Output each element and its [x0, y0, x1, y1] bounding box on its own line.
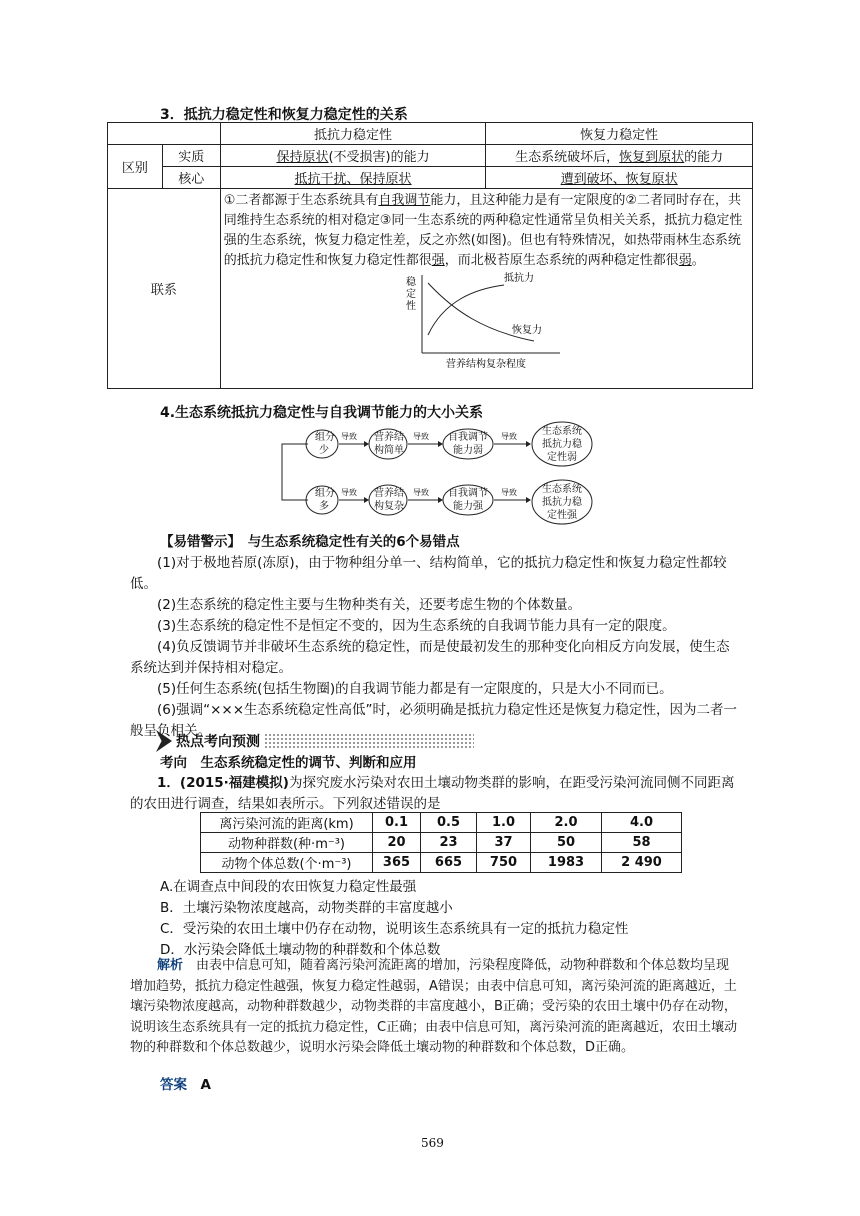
cell-text: (不受损害)的能力	[328, 150, 430, 165]
table-cell: 750	[477, 853, 531, 873]
warning-item-5: (5)任何生态系统(包括生物圈)的自我调节能力都是有一定限度的，只是大小不同而已。	[157, 681, 673, 697]
hot-topic-label: 热点考向预测	[176, 734, 260, 750]
warning-item-6: (6)强调“×××生态系统稳定性高低”时，必须明确是抵抗力稳定性还是恢复力稳定性，因为二者一般呈负相关。	[130, 702, 738, 739]
table-header: 1.0	[477, 813, 531, 833]
flow-text: 少	[319, 445, 329, 456]
flow-text: 抵抗力稳	[542, 497, 582, 508]
table-cell: 665	[421, 853, 477, 873]
underlined-term: 遭到破坏、恢复原状	[560, 172, 678, 187]
lianxi-paragraph	[224, 191, 749, 271]
table-header: 2.0	[531, 813, 602, 833]
lianxi-content	[220, 189, 752, 389]
option-a: A.在调查点中间段的农田恢复力稳定性最强	[160, 879, 417, 895]
underlined-term: 强	[431, 253, 445, 268]
underlined-term: 抵抗干扰、保持原状	[294, 172, 412, 187]
flow-text: 自我调节	[448, 488, 488, 499]
page-number: 569	[421, 1136, 444, 1150]
flow-text: 定性弱	[547, 452, 577, 463]
table-header: 0.1	[373, 813, 421, 833]
explanation	[130, 956, 742, 1059]
arrow-head-icon	[438, 497, 443, 503]
flow-text: 生态系统	[542, 426, 582, 437]
table-cell: 365	[373, 853, 421, 873]
lianxi-text-1: ①二者都源于生态系统具有	[223, 193, 379, 208]
cell-text: 生态系统破坏后，	[515, 150, 620, 165]
table-cell: 2 490	[602, 853, 682, 873]
arrow-head-icon	[438, 441, 443, 447]
header-resistance: 抵抗力稳定性	[220, 123, 486, 145]
relationship-table	[107, 122, 753, 389]
lianxi-text-4: 。	[691, 253, 705, 268]
resistance-curve	[428, 285, 504, 335]
flow-text: 营养结	[374, 432, 404, 443]
flow-text: 自我调节	[448, 432, 488, 443]
arrow-head-icon	[526, 497, 531, 503]
stability-graph	[404, 271, 564, 371]
warning-item-2: (2)生态系统的稳定性主要与生物种类有关，还要考虑生物的个体数量。	[157, 597, 582, 613]
flow-text: 能力弱	[453, 445, 483, 456]
lianxi-label: 联系	[108, 189, 221, 389]
dotted-divider	[264, 733, 474, 749]
stability-flow-diagram	[270, 420, 610, 528]
option-b: B．土壤污染物浓度越高，动物类群的丰富度越小	[160, 900, 453, 916]
flow-text: 构简单	[374, 445, 404, 456]
question-stem	[130, 773, 742, 815]
warning-item-4: (4)负反馈调节并非破坏生态系统的稳定性，而是使最初发生的那种变化向相反方向发展，使生态系统达到并保持相对稳定。	[130, 639, 730, 676]
table-row	[201, 833, 682, 853]
warning-title	[130, 532, 742, 553]
table-cell	[486, 167, 753, 189]
flow-arrow-label: 导致	[501, 432, 517, 441]
table-row	[108, 167, 753, 189]
table-header: 离污染河流的距离(km)	[201, 813, 373, 833]
table-row	[108, 189, 753, 389]
table-cell	[220, 145, 486, 167]
flow-arrow-label: 导致	[341, 488, 357, 497]
section-3-title: 3．抵抗力稳定性和恢复力稳定性的关系	[160, 107, 408, 123]
graph-ylabel-1: 稳	[405, 277, 416, 288]
flow-text: 能力强	[453, 501, 483, 512]
row-label: 核心	[162, 167, 220, 189]
table-cell: 动物个体总数(个·m⁻³)	[201, 853, 373, 873]
table-header: 4.0	[602, 813, 682, 833]
explanation-label: 解析	[157, 958, 184, 973]
option-d: D．水污染会降低土壤动物的种群数和个体总数	[160, 942, 441, 958]
cell-text: 的能力	[684, 150, 724, 165]
row-group-label: 区别	[108, 145, 163, 189]
lianxi-text-3: ，而北极苔原生态系统的两种稳定性都很	[444, 253, 679, 268]
table-row	[108, 123, 753, 145]
underlined-term: 保持原状	[276, 150, 329, 165]
graph-xlabel: 营养结构复杂程度	[445, 359, 526, 370]
warning-item-1: (1)对于极地苔原(冻原)，由于物种组分单一、结构简单，它的抵抗力稳定性和恢复力稳定性都较低。	[130, 555, 727, 592]
flow-arrow-label: 导致	[413, 488, 429, 497]
graph-ylabel-2: 定	[405, 289, 416, 300]
flow-branch-line	[282, 444, 308, 500]
table-cell	[486, 145, 753, 167]
flow-text: 构复杂	[374, 501, 404, 512]
answer-line	[160, 1073, 211, 1093]
flow-text: 多	[319, 501, 329, 512]
table-row	[201, 853, 682, 873]
table-cell: 58	[602, 833, 682, 853]
table-cell	[220, 167, 486, 189]
flow-arrow-label: 导致	[341, 432, 357, 441]
hot-topic-banner	[156, 730, 474, 752]
arrow-head-icon	[526, 441, 531, 447]
flow-text: 组分	[315, 432, 335, 443]
answer-label: 答案	[160, 1077, 187, 1093]
table-cell: 20	[373, 833, 421, 853]
table-header: 0.5	[421, 813, 477, 833]
explanation-text: 由表中信息可知，随着离污染河流距离的增加，污染程度降低，动物种群数和个体总数均呈现增加趋势，抵抗力稳定性越强，恢复力稳定性越弱，A错误；由表中信息可知，离污染河流的距离越近，土壤污染物浓度越高，动物种群数越少，动物类群的丰富度越小，B正确；受污染的农田土壤中仍存在动物，说明该生态系统具有一定的抵抗力稳定性，C正确；由表中信息可知，离污染河流的距离越近，农田土壤动物的种群数和个体总数越少，说明水污染会降低土壤动物的种群数和个体总数，D正确。	[130, 958, 738, 1055]
underlined-term: 自我调节	[378, 193, 431, 208]
table-cell: 37	[477, 833, 531, 853]
question-text: 为探究废水污染对农田土壤动物类群的影响，在距受污染河流同侧不同距离的农田进行调查，结果如表所示。下列叙述错误的是	[130, 775, 735, 812]
flow-text: 定性强	[547, 510, 577, 521]
flow-arrow-label: 导致	[413, 432, 429, 441]
question-number: 1．	[157, 775, 180, 791]
kaoxiang-title: 考向 生态系统稳定性的调节、判断和应用	[160, 755, 417, 771]
underlined-term: 恢复到原状	[619, 150, 685, 165]
warning-title-text: 与生态系统稳定性有关的6个易错点	[247, 534, 460, 550]
arrow-head-icon	[364, 497, 369, 503]
graph-ylabel-3: 性	[405, 301, 416, 312]
table-cell: 1983	[531, 853, 602, 873]
table-cell: 50	[531, 833, 602, 853]
section-4-title: 4.生态系统抵抗力稳定性与自我调节能力的大小关系	[160, 405, 484, 421]
arrow-head-icon	[364, 441, 369, 447]
header-resilience: 恢复力稳定性	[486, 123, 753, 145]
flow-text: 生态系统	[542, 484, 582, 495]
option-c: C．受污染的农田土壤中仍存在动物，说明该生态系统具有一定的抵抗力稳定性	[160, 921, 629, 937]
warning-bracket: 【易错警示】	[160, 534, 235, 550]
warning-item-3: (3)生态系统的稳定性不是恒定不变的，因为生态系统的自我调节能力具有一定的限度。	[157, 618, 676, 634]
flow-text: 抵抗力稳	[542, 439, 582, 450]
answer-value: A	[200, 1077, 211, 1093]
table-row	[201, 813, 682, 833]
row-label: 实质	[162, 145, 220, 167]
table-cell-empty	[108, 123, 221, 145]
lianxi-text-2: 能力，且这种能力是有一定限度的②二者同时存在，共同维持生态系统的相对稳定③同一生态系统的两种稳定性通常呈负相关关系，抵抗力稳定性强的生态系统，恢复力稳定性差，反之亦然(如图)。但也有特殊情况，如热带雨林生态系统的抵抗力稳定性和恢复力稳定性都很	[223, 193, 743, 268]
underlined-term: 弱	[678, 253, 692, 268]
flow-text: 营养结	[374, 488, 404, 499]
pollution-data-table	[200, 812, 682, 873]
table-row	[108, 145, 753, 167]
table-cell: 动物种群数(种·m⁻³)	[201, 833, 373, 853]
flow-arrow-label: 导致	[501, 488, 517, 497]
graph-label-resistance: 抵抗力	[503, 273, 534, 284]
question-source: (2015·福建模拟)	[179, 775, 289, 791]
chevron-right-icon	[156, 730, 172, 752]
table-cell: 23	[421, 833, 477, 853]
flow-text: 组分	[315, 488, 335, 499]
graph-label-resilience: 恢复力	[511, 325, 542, 336]
